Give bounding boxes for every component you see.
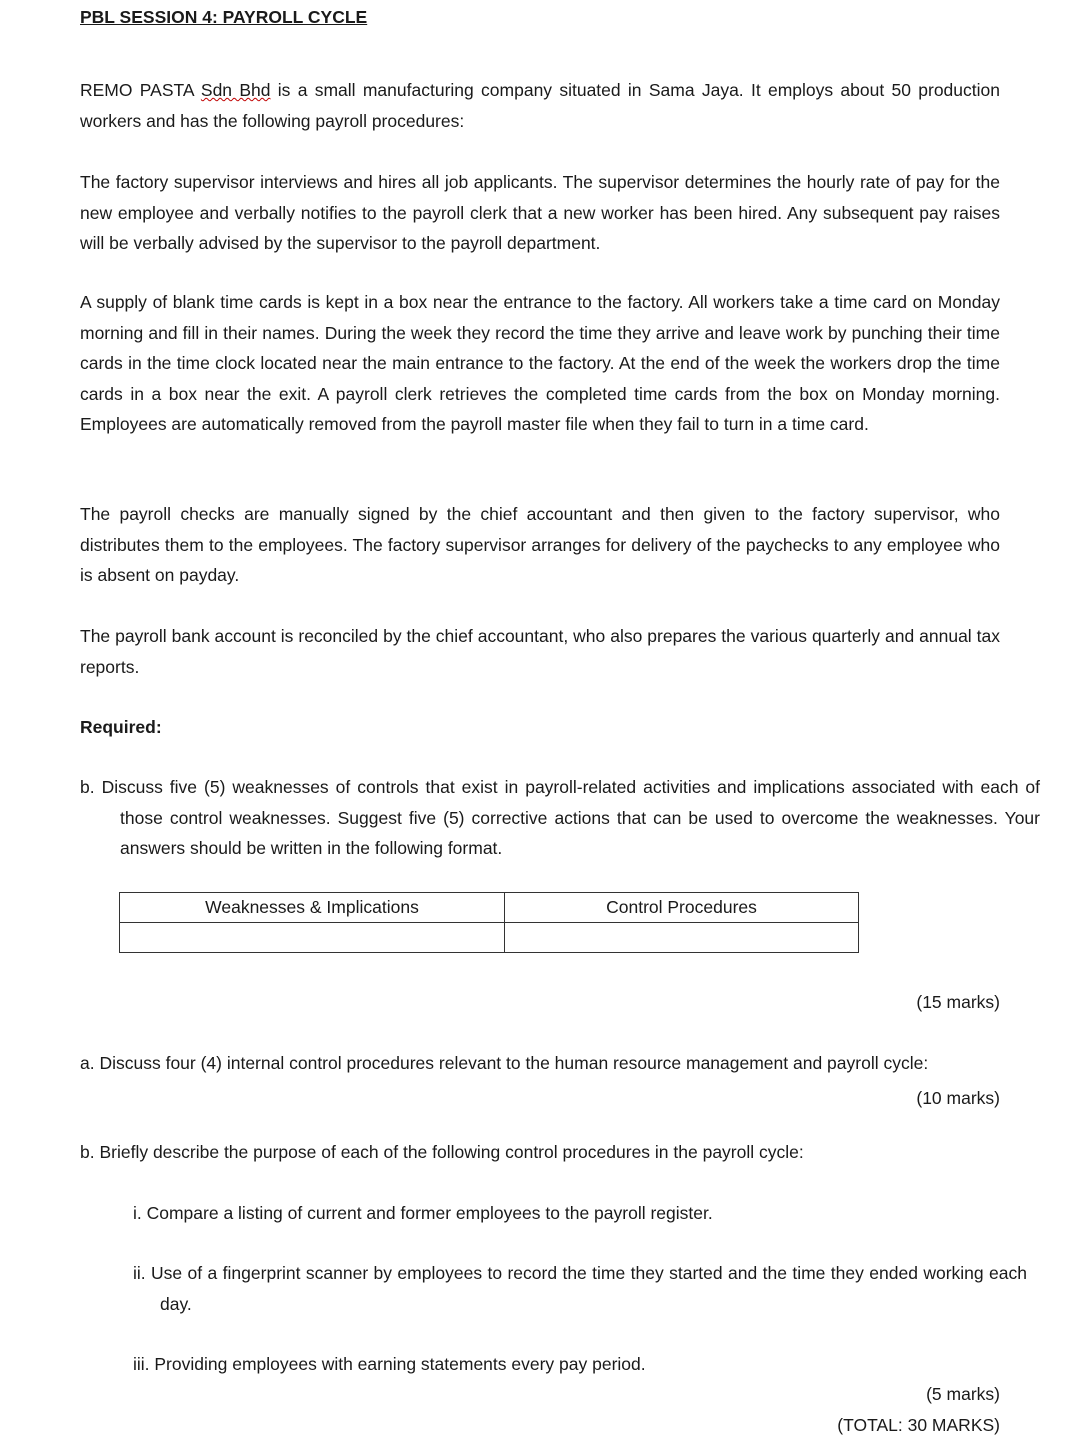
table-header-weaknesses: Weaknesses & Implications [120, 893, 505, 923]
paragraph-payroll-checks: The payroll checks are manually signed by the chief accountant and then given to the factory supervisor, who distributes them to the employees. The factory supervisor arranges for delivery of the paychecks to any employee who is absent on payday. [80, 504, 1000, 585]
sub-item-iii: iii. Providing employees with earning statements every pay period. [133, 1354, 646, 1374]
paragraph-time-cards: A supply of blank time cards is kept in a box near the entrance to the factory. All workers take a time card on Monday morning and fill in their names. During the week they record the time they arrive and leave work by punching their time cards in the time clock located near the main entrance to the factory. At the end of the week the workers drop the time cards in a box near the exit. A payroll clerk retrieves the completed time cards from the box on Monday morning. Employees are automatically removed from the payroll master file when they fail to turn in a time card. [80, 292, 1000, 434]
sub-item-ii: ii. Use of a fingerprint scanner by employees to record the time they started and the time they ended working each day. [133, 1263, 1027, 1314]
document-title: PBL SESSION 4: PAYROLL CYCLE [80, 7, 368, 27]
intro-paragraph [80, 75, 1000, 136]
table-cell [505, 923, 859, 953]
answer-format-table [119, 892, 859, 953]
question-b-purpose: b. Briefly describe the purpose of each of the following control procedures in the payroll cycle: [80, 1142, 804, 1162]
total-marks: (TOTAL: 30 MARKS) [837, 1415, 1000, 1435]
company-name: REMO PASTA [80, 80, 194, 100]
marks-question-b1: (15 marks) [916, 992, 1000, 1012]
question-a-internal-controls: a. Discuss four (4) internal control procedures relevant to the human resource management and payroll cycle: [80, 1053, 929, 1073]
table-row [120, 923, 859, 953]
table-header-controls: Control Procedures [505, 893, 859, 923]
intro-text: is a small manufacturing company situated in Sama Jaya. It employs about 50 production workers and has the following payroll procedures: [80, 80, 1000, 131]
paragraph-bank-reconciliation: The payroll bank account is reconciled by the chief accountant, who also prepares the various quarterly and annual tax reports. [80, 626, 1000, 677]
marks-question-a: (10 marks) [916, 1088, 1000, 1108]
question-b-weaknesses: b. Discuss five (5) weaknesses of controls that exist in payroll-related activities and implications associated with each of those control weaknesses. Suggest five (5) corrective actions that can be used to overcome the weaknesses. Your answers should be written in the following format. [80, 777, 1040, 858]
entity-suffix: Sdn Bhd [200, 80, 271, 100]
paragraph-hiring: The factory supervisor interviews and hires all job applicants. The supervisor determines the hourly rate of pay for the new employee and verbally notifies to the payroll clerk that a new worker has been hired. Any subsequent pay raises will be verbally advised by the supervisor to the payroll department. [80, 172, 1000, 253]
table-header-row [120, 893, 859, 923]
table-cell [120, 923, 505, 953]
sub-item-i: i. Compare a listing of current and former employees to the payroll register. [133, 1203, 713, 1223]
marks-question-b2: (5 marks) [926, 1384, 1000, 1404]
required-heading: Required: [80, 717, 162, 737]
